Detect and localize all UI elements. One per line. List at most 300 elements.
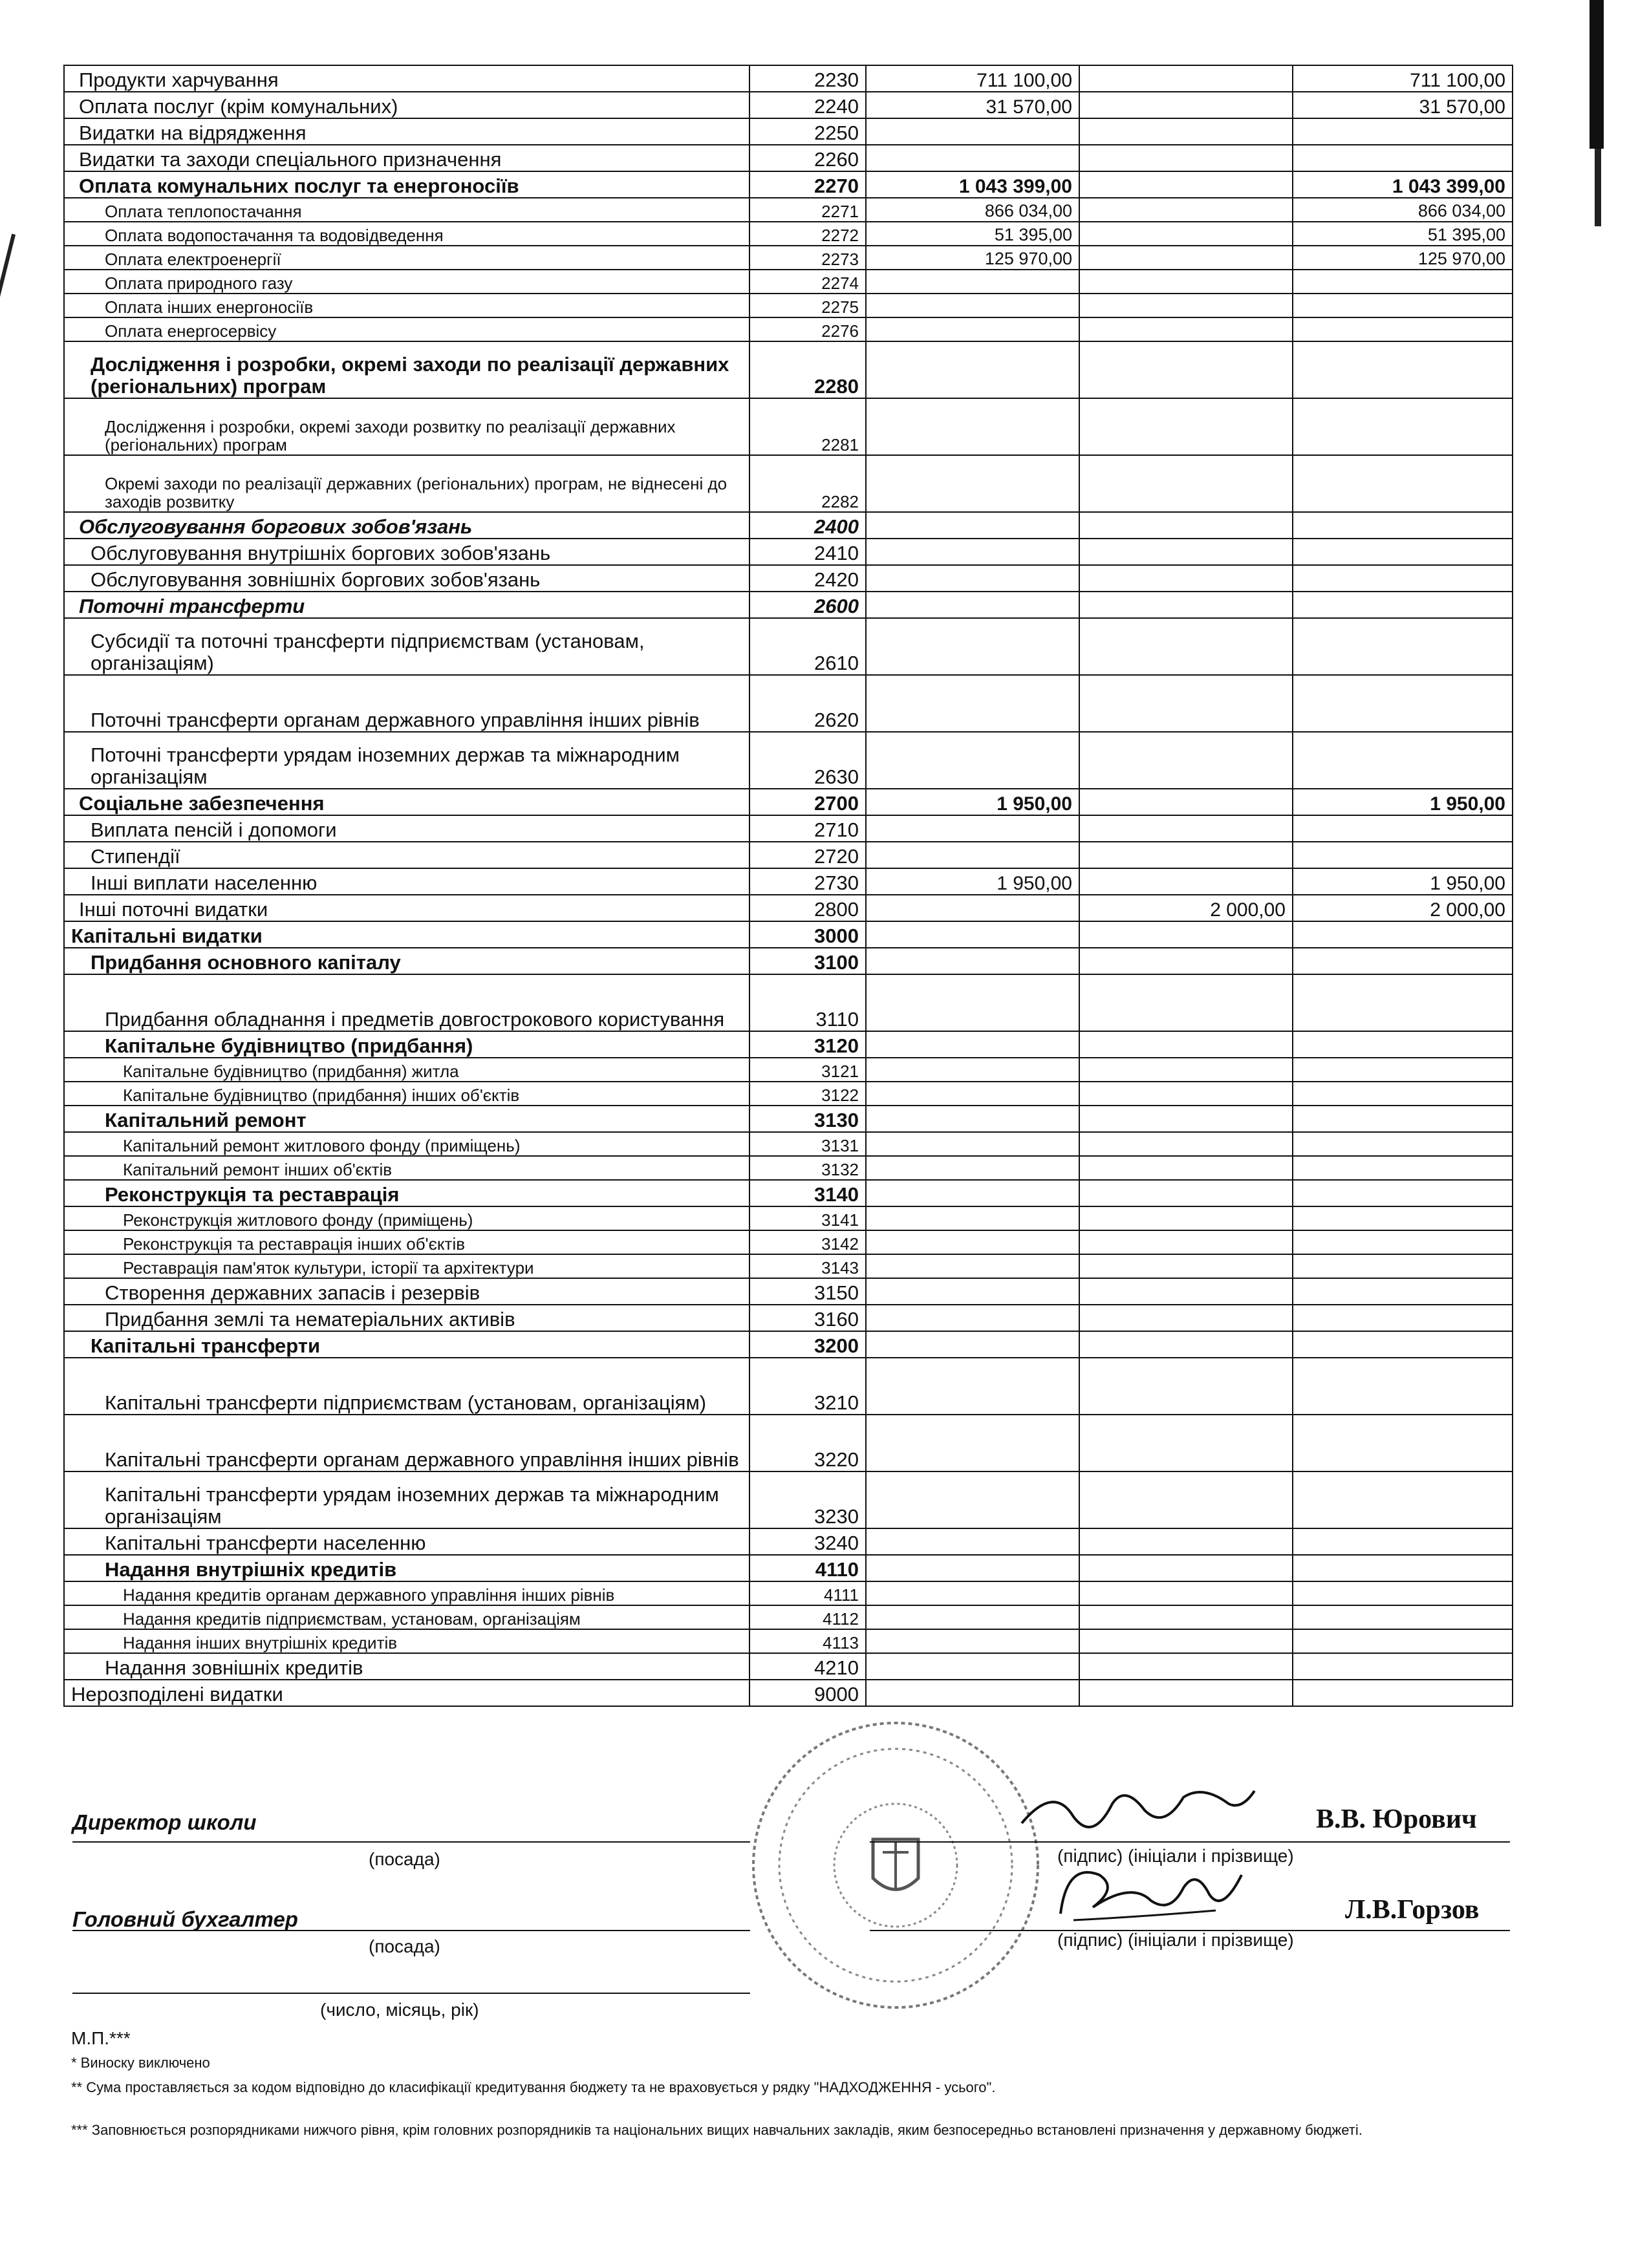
row-name: Капітальне будівництво (придбання)	[64, 1031, 749, 1058]
row-amount-2	[1079, 974, 1293, 1031]
row-code: 3120	[749, 1031, 866, 1058]
row-code: 2700	[749, 789, 866, 815]
row-name: Придбання землі та нематеріальних активів	[64, 1305, 749, 1331]
row-amount-2	[1079, 65, 1293, 92]
row-code: 2720	[749, 842, 866, 868]
row-amount-3	[1293, 1581, 1513, 1605]
row-code: 3141	[749, 1206, 866, 1230]
row-code: 3132	[749, 1156, 866, 1180]
table-row	[64, 815, 1513, 842]
row-amount-3: 1 950,00	[1293, 868, 1513, 895]
row-amount-1	[866, 1680, 1079, 1706]
row-amount-1: 31 570,00	[866, 92, 1079, 118]
row-amount-1	[866, 1471, 1079, 1528]
row-amount-1	[866, 118, 1079, 145]
row-amount-2	[1079, 789, 1293, 815]
row-name: Окремі заходи по реалізації державних (регіональних) програм, не віднесені до заходів розвитку	[64, 455, 749, 512]
row-name: Оплата послуг (крім комунальних)	[64, 92, 749, 118]
row-amount-3	[1293, 1278, 1513, 1305]
row-name: Капітальні трансферти урядам іноземних держав та міжнародним організаціям	[64, 1471, 749, 1528]
row-amount-3: 1 043 399,00	[1293, 171, 1513, 198]
row-amount-3	[1293, 317, 1513, 341]
table-row	[64, 1629, 1513, 1653]
row-amount-2	[1079, 921, 1293, 948]
table-row	[64, 565, 1513, 592]
row-name: Капітальний ремонт житлового фонду (приміщень)	[64, 1132, 749, 1156]
row-amount-3	[1293, 1528, 1513, 1555]
table-row	[64, 270, 1513, 294]
table-row	[64, 92, 1513, 118]
table-row	[64, 222, 1513, 246]
accountant-sign-caption: (підпис) (ініціали і прізвище)	[1057, 1930, 1294, 1950]
row-code: 2710	[749, 815, 866, 842]
row-name: Стипендії	[64, 842, 749, 868]
row-code: 2272	[749, 222, 866, 246]
row-code: 4113	[749, 1629, 866, 1653]
row-amount-1	[866, 1254, 1079, 1278]
row-amount-1	[866, 455, 1079, 512]
row-name: Оплата енергосервісу	[64, 317, 749, 341]
row-code: 2276	[749, 317, 866, 341]
table-row	[64, 398, 1513, 455]
row-name: Нерозподілені видатки	[64, 1680, 749, 1706]
row-amount-1	[866, 1156, 1079, 1180]
row-amount-2	[1079, 145, 1293, 171]
row-amount-1	[866, 618, 1079, 675]
row-amount-2	[1079, 198, 1293, 222]
footnote-3: *** Заповнюється розпорядниками нижчого рівня, крім головних розпорядників та національних вищих навчальних закладів, яким безпосередньо встановлені призначення у державному бюджеті.	[71, 2122, 1363, 2138]
table-row	[64, 1031, 1513, 1058]
row-amount-2	[1079, 1031, 1293, 1058]
row-amount-1	[866, 1358, 1079, 1415]
table-row	[64, 145, 1513, 171]
row-name: Оплата інших енергоносіїв	[64, 294, 749, 317]
row-amount-1: 866 034,00	[866, 198, 1079, 222]
row-amount-1	[866, 1629, 1079, 1653]
official-stamp	[744, 1713, 1048, 2017]
table-row	[64, 1082, 1513, 1106]
table-row	[64, 732, 1513, 789]
table-row	[64, 1305, 1513, 1331]
row-name: Капітальний ремонт інших об'єктів	[64, 1156, 749, 1180]
row-amount-1	[866, 398, 1079, 455]
row-amount-3	[1293, 455, 1513, 512]
row-amount-3	[1293, 1106, 1513, 1132]
row-amount-2	[1079, 398, 1293, 455]
row-amount-1	[866, 1180, 1079, 1206]
row-name: Надання кредитів підприємствам, установам, організаціям	[64, 1605, 749, 1629]
row-amount-1	[866, 145, 1079, 171]
row-amount-1	[866, 1058, 1079, 1082]
row-amount-1: 1 950,00	[866, 789, 1079, 815]
row-amount-3	[1293, 294, 1513, 317]
row-amount-2	[1079, 1555, 1293, 1581]
row-amount-3	[1293, 842, 1513, 868]
row-name: Реставрація пам'яток культури, історії та архітектури	[64, 1254, 749, 1278]
table-row	[64, 1581, 1513, 1605]
row-amount-3	[1293, 1180, 1513, 1206]
row-code: 2230	[749, 65, 866, 92]
table-row	[64, 1680, 1513, 1706]
row-code: 4210	[749, 1653, 866, 1680]
table-row	[64, 921, 1513, 948]
row-amount-2	[1079, 1254, 1293, 1278]
table-row	[64, 1254, 1513, 1278]
table-row	[64, 1206, 1513, 1230]
table-row	[64, 974, 1513, 1031]
row-amount-1	[866, 1206, 1079, 1230]
row-amount-1: 1 950,00	[866, 868, 1079, 895]
row-amount-2	[1079, 1082, 1293, 1106]
row-amount-3	[1293, 732, 1513, 789]
row-code: 3210	[749, 1358, 866, 1415]
row-name: Капітальні трансферти населенню	[64, 1528, 749, 1555]
row-code: 2410	[749, 539, 866, 565]
row-code: 3160	[749, 1305, 866, 1331]
row-amount-2	[1079, 1629, 1293, 1653]
scan-edge-mark	[1590, 0, 1604, 149]
row-amount-2: 2 000,00	[1079, 895, 1293, 921]
table-row	[64, 171, 1513, 198]
table-row	[64, 294, 1513, 317]
row-amount-1	[866, 1605, 1079, 1629]
row-name: Продукти харчування	[64, 65, 749, 92]
row-amount-1	[866, 294, 1079, 317]
row-code: 3122	[749, 1082, 866, 1106]
row-code: 4112	[749, 1605, 866, 1629]
table-row	[64, 1331, 1513, 1358]
row-name: Обслуговування зовнішніх боргових зобов'язань	[64, 565, 749, 592]
row-code: 2271	[749, 198, 866, 222]
table-row	[64, 842, 1513, 868]
row-amount-2	[1079, 1106, 1293, 1132]
row-name: Оплата природного газу	[64, 270, 749, 294]
row-name: Капітальне будівництво (придбання) інших об'єктів	[64, 1082, 749, 1106]
row-amount-1	[866, 732, 1079, 789]
table-row	[64, 868, 1513, 895]
row-amount-1	[866, 539, 1079, 565]
row-amount-1: 51 395,00	[866, 222, 1079, 246]
row-amount-2	[1079, 222, 1293, 246]
budget-expenditure-table	[63, 65, 1513, 1707]
row-code: 2274	[749, 270, 866, 294]
row-amount-2	[1079, 1581, 1293, 1605]
row-amount-1	[866, 1581, 1079, 1605]
row-amount-2	[1079, 815, 1293, 842]
row-amount-2	[1079, 1415, 1293, 1471]
row-amount-2	[1079, 1605, 1293, 1629]
row-amount-2	[1079, 294, 1293, 317]
row-amount-3	[1293, 948, 1513, 974]
row-name: Оплата водопостачання та водовідведення	[64, 222, 749, 246]
row-amount-3	[1293, 815, 1513, 842]
accountant-position-caption: (посада)	[369, 1936, 440, 1956]
row-amount-3	[1293, 592, 1513, 618]
director-role: Директор школи	[72, 1810, 257, 1834]
row-amount-3: 51 395,00	[1293, 222, 1513, 246]
row-amount-2	[1079, 1180, 1293, 1206]
scan-edge-mark	[0, 234, 16, 329]
table-row	[64, 455, 1513, 512]
row-amount-3	[1293, 512, 1513, 539]
row-amount-2	[1079, 1156, 1293, 1180]
row-amount-1	[866, 1415, 1079, 1471]
row-amount-3	[1293, 1605, 1513, 1629]
row-code: 3230	[749, 1471, 866, 1528]
row-amount-2	[1079, 868, 1293, 895]
row-name: Інші виплати населенню	[64, 868, 749, 895]
row-amount-1: 1 043 399,00	[866, 171, 1079, 198]
row-amount-3	[1293, 1331, 1513, 1358]
table-row	[64, 675, 1513, 732]
row-code: 2420	[749, 565, 866, 592]
table-row	[64, 1605, 1513, 1629]
table-row	[64, 317, 1513, 341]
row-name: Реконструкція та реставрація інших об'єктів	[64, 1230, 749, 1254]
table-row	[64, 948, 1513, 974]
row-amount-2	[1079, 1206, 1293, 1230]
row-name: Виплата пенсій і допомоги	[64, 815, 749, 842]
table-row	[64, 1415, 1513, 1471]
row-amount-2	[1079, 1305, 1293, 1331]
row-amount-1	[866, 675, 1079, 732]
table-row	[64, 1058, 1513, 1082]
row-name: Поточні трансферти органам державного управління інших рівнів	[64, 675, 749, 732]
row-code: 3200	[749, 1331, 866, 1358]
row-name: Оплата теплопостачання	[64, 198, 749, 222]
row-amount-2	[1079, 1528, 1293, 1555]
row-code: 3100	[749, 948, 866, 974]
row-amount-2	[1079, 455, 1293, 512]
table-row	[64, 1528, 1513, 1555]
row-amount-3	[1293, 1132, 1513, 1156]
row-amount-3	[1293, 539, 1513, 565]
row-code: 4110	[749, 1555, 866, 1581]
row-name: Реконструкція житлового фонду (приміщень)	[64, 1206, 749, 1230]
row-amount-3	[1293, 921, 1513, 948]
row-amount-2	[1079, 1230, 1293, 1254]
row-amount-3	[1293, 1555, 1513, 1581]
row-name: Капітальні трансферти органам державного управління інших рівнів	[64, 1415, 749, 1471]
row-name: Придбання обладнання і предметів довгострокового користування	[64, 974, 749, 1031]
row-amount-2	[1079, 246, 1293, 270]
row-amount-3	[1293, 118, 1513, 145]
row-amount-3	[1293, 1230, 1513, 1254]
row-amount-1: 711 100,00	[866, 65, 1079, 92]
row-code: 3220	[749, 1415, 866, 1471]
row-amount-2	[1079, 1653, 1293, 1680]
row-amount-1	[866, 565, 1079, 592]
row-amount-1	[866, 341, 1079, 398]
row-name: Видатки та заходи спеціального призначення	[64, 145, 749, 171]
row-name: Створення державних запасів і резервів	[64, 1278, 749, 1305]
row-code: 2270	[749, 171, 866, 198]
row-code: 3240	[749, 1528, 866, 1555]
table-row	[64, 118, 1513, 145]
row-name: Обслуговування внутрішніх боргових зобов'язань	[64, 539, 749, 565]
director-position-caption: (посада)	[369, 1849, 440, 1869]
row-name: Надання кредитів органам державного управління інших рівнів	[64, 1581, 749, 1605]
row-amount-1	[866, 948, 1079, 974]
row-name: Поточні трансферти урядам іноземних держав та міжнародним організаціям	[64, 732, 749, 789]
row-amount-1	[866, 317, 1079, 341]
row-amount-2	[1079, 171, 1293, 198]
row-code: 2240	[749, 92, 866, 118]
row-amount-1	[866, 1331, 1079, 1358]
row-amount-2	[1079, 1471, 1293, 1528]
row-name: Інші поточні видатки	[64, 895, 749, 921]
accountant-role: Головний бухгалтер	[72, 1907, 298, 1931]
row-name: Соціальне забезпечення	[64, 789, 749, 815]
row-code: 3131	[749, 1132, 866, 1156]
table-row	[64, 512, 1513, 539]
row-code: 3143	[749, 1254, 866, 1278]
date-caption: (число, місяць, рік)	[320, 2000, 479, 2020]
row-amount-3	[1293, 341, 1513, 398]
table-row	[64, 1278, 1513, 1305]
table-row	[64, 618, 1513, 675]
row-amount-3	[1293, 1058, 1513, 1082]
table-row	[64, 592, 1513, 618]
row-code: 2275	[749, 294, 866, 317]
row-amount-2	[1079, 1358, 1293, 1415]
row-amount-3	[1293, 1471, 1513, 1528]
row-amount-3	[1293, 1629, 1513, 1653]
row-amount-3	[1293, 1305, 1513, 1331]
table-row	[64, 1471, 1513, 1528]
date-line	[72, 1993, 750, 1994]
row-name: Капітальні видатки	[64, 921, 749, 948]
row-amount-3	[1293, 145, 1513, 171]
row-amount-3	[1293, 1156, 1513, 1180]
row-name: Надання інших внутрішніх кредитів	[64, 1629, 749, 1653]
row-amount-2	[1079, 732, 1293, 789]
row-amount-3	[1293, 1031, 1513, 1058]
row-code: 3142	[749, 1230, 866, 1254]
table-row	[64, 65, 1513, 92]
row-code: 2610	[749, 618, 866, 675]
row-amount-3	[1293, 1206, 1513, 1230]
table-row	[64, 1555, 1513, 1581]
row-amount-1: 125 970,00	[866, 246, 1079, 270]
accountant-name: Л.В.Горзов	[1345, 1895, 1480, 1925]
row-amount-3	[1293, 1415, 1513, 1471]
row-amount-2	[1079, 512, 1293, 539]
footnote-1: * Виноску виключено	[71, 2055, 210, 2071]
row-name: Капітальне будівництво (придбання) житла	[64, 1058, 749, 1082]
row-amount-2	[1079, 118, 1293, 145]
scan-edge-mark	[1595, 149, 1601, 226]
accountant-position-line	[72, 1930, 750, 1931]
row-amount-3: 1 950,00	[1293, 789, 1513, 815]
row-amount-2	[1079, 341, 1293, 398]
row-code: 2800	[749, 895, 866, 921]
row-name: Надання внутрішніх кредитів	[64, 1555, 749, 1581]
row-name: Капітальні трансферти	[64, 1331, 749, 1358]
row-amount-2	[1079, 1132, 1293, 1156]
row-amount-1	[866, 1305, 1079, 1331]
row-amount-1	[866, 1106, 1079, 1132]
director-name: В.В. Юрович	[1316, 1804, 1477, 1834]
table-body	[64, 65, 1513, 1706]
row-name: Капітальний ремонт	[64, 1106, 749, 1132]
row-amount-1	[866, 1653, 1079, 1680]
row-code: 2281	[749, 398, 866, 455]
row-code: 2282	[749, 455, 866, 512]
row-name: Субсидії та поточні трансферти підприємствам (установам, організаціям)	[64, 618, 749, 675]
director-sign-line	[870, 1841, 1510, 1843]
table-row	[64, 1358, 1513, 1415]
row-amount-2	[1079, 92, 1293, 118]
row-code: 2600	[749, 592, 866, 618]
row-amount-1	[866, 1031, 1079, 1058]
row-amount-1	[866, 974, 1079, 1031]
row-amount-1	[866, 1555, 1079, 1581]
row-name: Видатки на відрядження	[64, 118, 749, 145]
row-amount-2	[1079, 539, 1293, 565]
row-amount-2	[1079, 1331, 1293, 1358]
row-name: Дослідження і розробки, окремі заходи розвитку по реалізації державних (регіональних) програм	[64, 398, 749, 455]
row-code: 2400	[749, 512, 866, 539]
director-sign-caption: (підпис) (ініціали і прізвище)	[1057, 1846, 1294, 1866]
table-row	[64, 341, 1513, 398]
row-amount-3: 31 570,00	[1293, 92, 1513, 118]
table-row	[64, 1653, 1513, 1680]
row-amount-2	[1079, 675, 1293, 732]
table-row	[64, 1156, 1513, 1180]
table-row	[64, 895, 1513, 921]
row-amount-1	[866, 1528, 1079, 1555]
row-amount-1	[866, 1230, 1079, 1254]
row-amount-2	[1079, 618, 1293, 675]
row-amount-2	[1079, 317, 1293, 341]
row-amount-2	[1079, 948, 1293, 974]
row-amount-3	[1293, 618, 1513, 675]
row-code: 4111	[749, 1581, 866, 1605]
row-amount-1	[866, 815, 1079, 842]
row-name: Надання зовнішніх кредитів	[64, 1653, 749, 1680]
footnote-2: ** Сума проставляється за кодом відповідно до класифікації кредитування бюджету та не враховується у рядку "НАДХОДЖЕННЯ - усього".	[71, 2079, 996, 2095]
row-amount-1	[866, 1082, 1079, 1106]
row-name: Дослідження і розробки, окремі заходи по реалізації державних (регіональних) програм	[64, 341, 749, 398]
row-amount-2	[1079, 1278, 1293, 1305]
row-code: 2630	[749, 732, 866, 789]
row-amount-3	[1293, 398, 1513, 455]
row-code: 2260	[749, 145, 866, 171]
row-amount-2	[1079, 565, 1293, 592]
row-amount-1	[866, 512, 1079, 539]
row-amount-2	[1079, 592, 1293, 618]
row-amount-3	[1293, 974, 1513, 1031]
row-amount-3	[1293, 1254, 1513, 1278]
table-row	[64, 1132, 1513, 1156]
row-amount-1	[866, 1132, 1079, 1156]
row-amount-2	[1079, 842, 1293, 868]
table-row	[64, 789, 1513, 815]
row-amount-3: 2 000,00	[1293, 895, 1513, 921]
row-amount-1	[866, 270, 1079, 294]
row-amount-3	[1293, 675, 1513, 732]
row-name: Обслуговування боргових зобов'язань	[64, 512, 749, 539]
row-amount-1	[866, 842, 1079, 868]
row-amount-3	[1293, 565, 1513, 592]
row-code: 2620	[749, 675, 866, 732]
row-name: Реконструкція та реставрація	[64, 1180, 749, 1206]
table-row	[64, 246, 1513, 270]
row-code: 3130	[749, 1106, 866, 1132]
table-row	[64, 198, 1513, 222]
row-amount-1	[866, 921, 1079, 948]
